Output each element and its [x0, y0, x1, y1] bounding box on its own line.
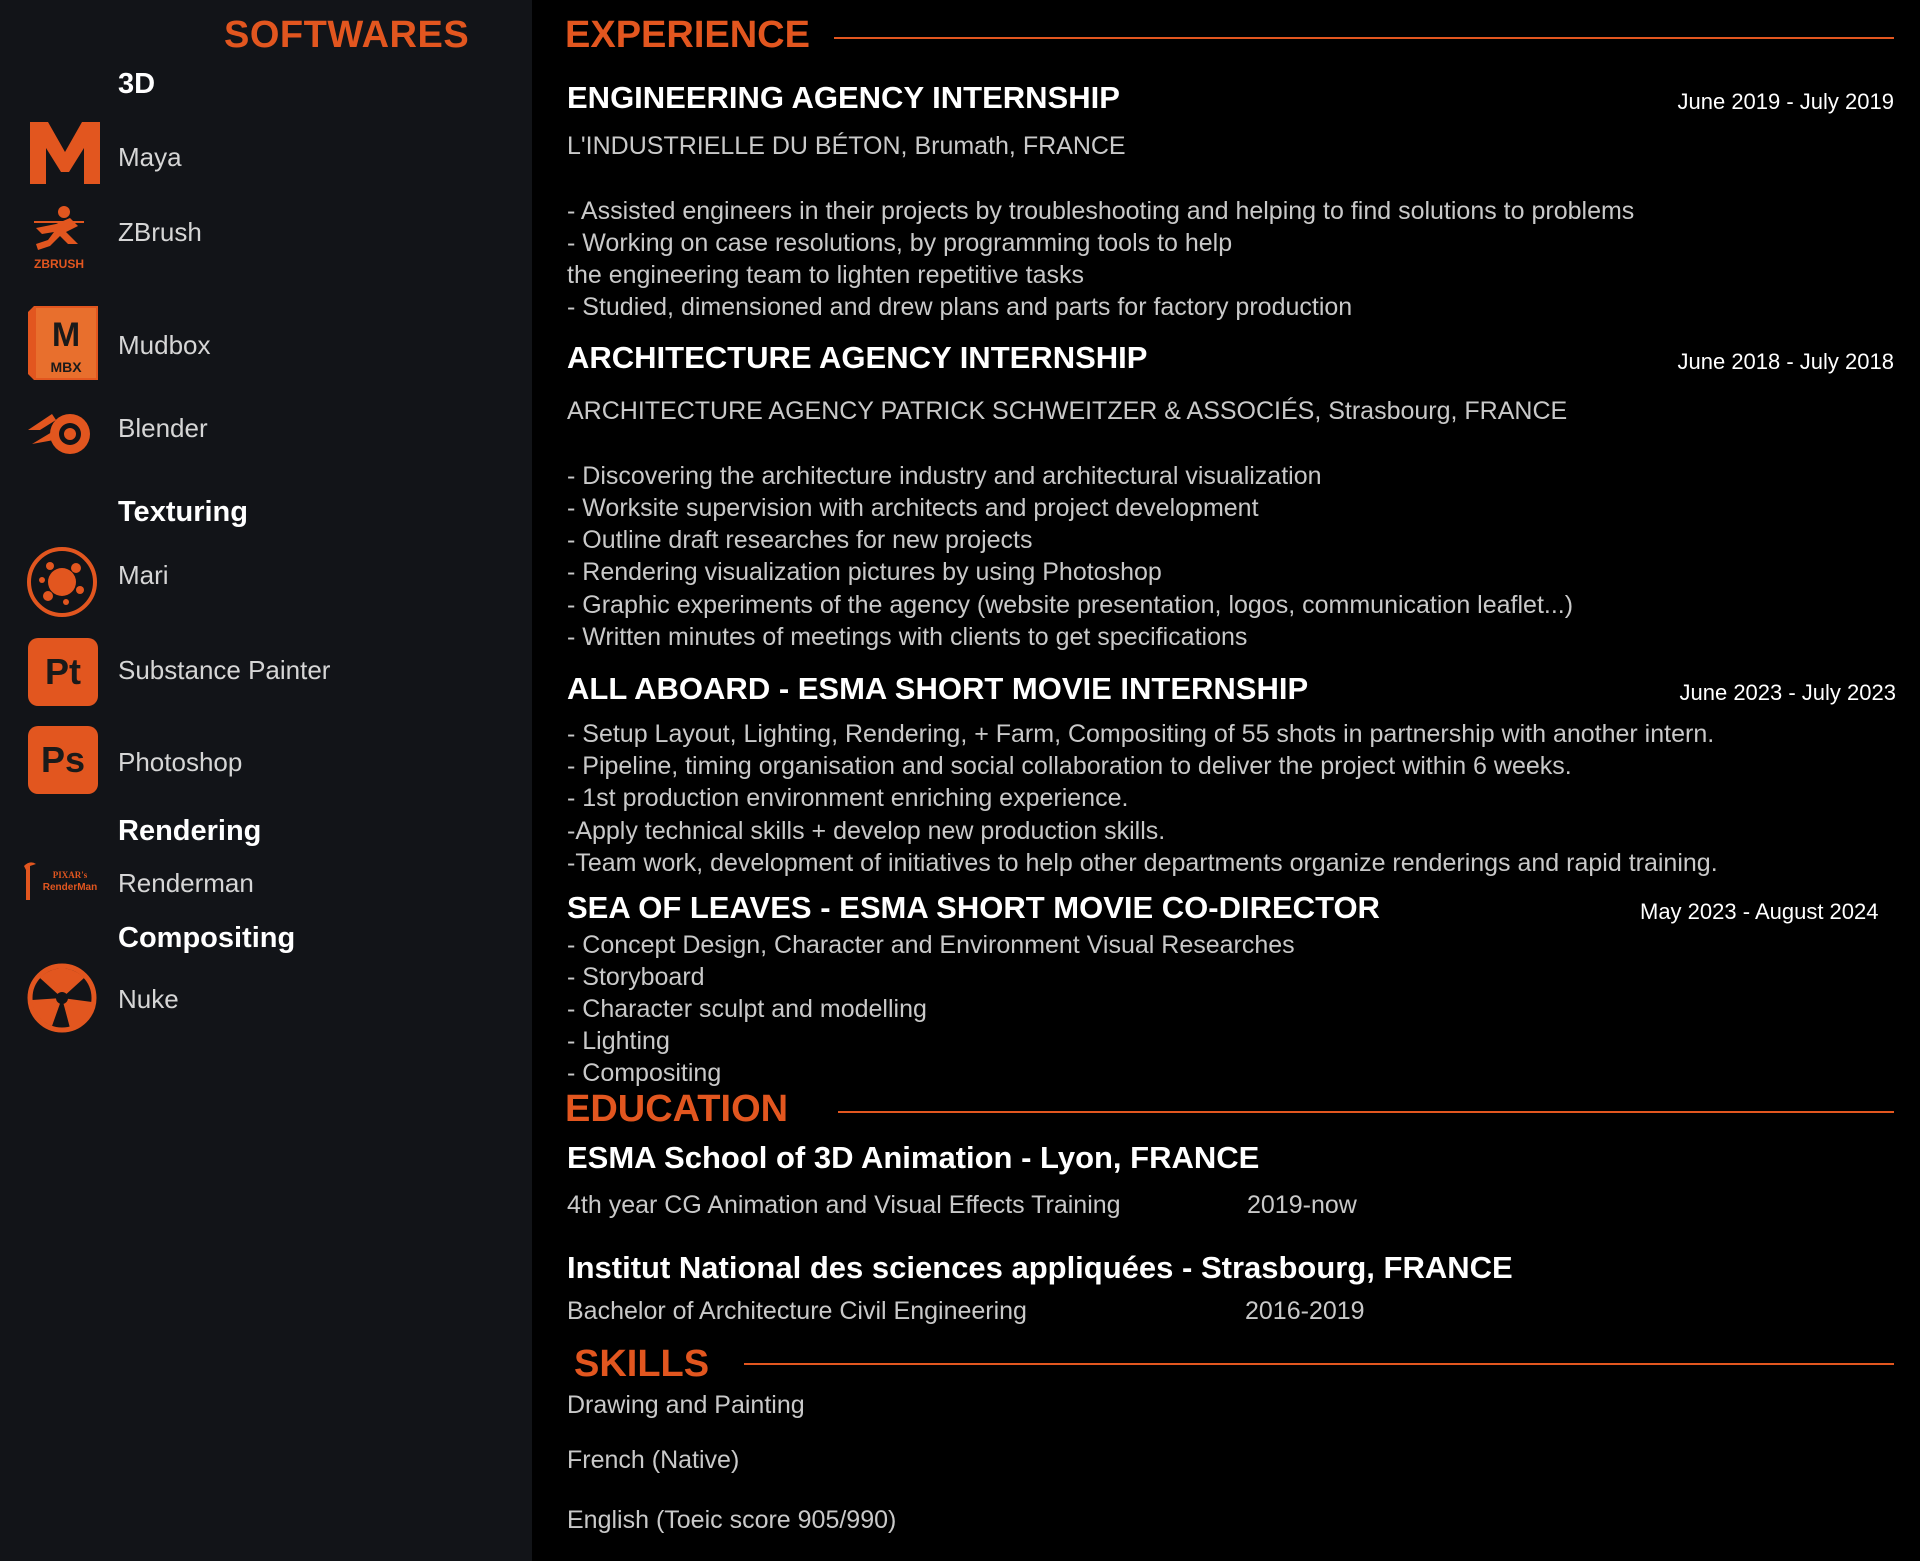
education-title: EDUCATION: [565, 1088, 789, 1130]
job-bullet: - Written minutes of meetings with clients to get specifications: [567, 623, 1248, 651]
software-photoshop: Photoshop: [118, 747, 243, 777]
job-bullet: -Apply technical skills + develop new production skills.: [567, 817, 1166, 845]
software-maya: Maya: [118, 142, 182, 172]
job-bullet: - Working on case resolutions, by programming tools to help: [567, 229, 1233, 257]
mari-icon: [26, 546, 98, 618]
job-title: ENGINEERING AGENCY INTERNSHIP: [567, 80, 1120, 115]
job-title: SEA OF LEAVES - ESMA SHORT MOVIE CO-DIRECTOR: [567, 890, 1380, 925]
skill-item: Drawing and Painting: [567, 1391, 805, 1419]
software-blender: Blender: [118, 413, 208, 443]
software-renderman: Renderman: [118, 868, 254, 898]
zbrush-icon: [26, 200, 92, 272]
blender-icon: [26, 404, 100, 458]
svg-text:M: M: [51, 316, 81, 354]
maya-icon: [28, 118, 102, 188]
job-bullet: - Setup Layout, Lighting, Rendering, + Farm, Compositing of 55 shots in partnership with another intern.: [567, 720, 1715, 748]
job-org: L'INDUSTRIELLE DU BÉTON, Brumath, FRANCE: [567, 132, 1126, 160]
job-bullet: - Pipeline, timing organisation and social collaboration to deliver the project within 6 weeks.: [567, 752, 1572, 780]
skill-item: English (Toeic score 905/990): [567, 1506, 897, 1534]
experience-divider: [834, 37, 1894, 39]
svg-text:PIXAR's: PIXAR's: [52, 870, 88, 880]
job-bullet: - Character sculpt and modelling: [567, 995, 927, 1023]
education-degree: 4th year CG Animation and Visual Effects Training: [567, 1191, 1121, 1219]
job-bullet: - Concept Design, Character and Environment Visual Researches: [567, 931, 1295, 959]
job-title: ARCHITECTURE AGENCY INTERNSHIP: [567, 340, 1148, 375]
software-zbrush: ZBrush: [118, 217, 202, 247]
education-school: ESMA School of 3D Animation - Lyon, FRANCE: [567, 1140, 1260, 1175]
skills-divider: [744, 1363, 1894, 1365]
experience-title: EXPERIENCE: [565, 14, 810, 56]
job-date: June 2023 - July 2023: [1679, 680, 1896, 705]
main-content: [532, 0, 1920, 1561]
job-bullet: - Compositing: [567, 1059, 722, 1087]
job-bullet: the engineering team to lighten repetitive tasks: [567, 261, 1084, 289]
software-mari: Mari: [118, 560, 169, 590]
job-date: June 2019 - July 2019: [1677, 89, 1894, 114]
svg-text:ZBRUSH: ZBRUSH: [34, 257, 84, 271]
job-bullet: - Rendering visualization pictures by using Photoshop: [567, 558, 1162, 586]
svg-text:Ps: Ps: [40, 739, 86, 780]
education-years: 2016-2019: [1245, 1297, 1365, 1325]
job-date: May 2023 - August 2024: [1640, 899, 1879, 924]
softwares-title: SOFTWARES: [224, 14, 470, 56]
svg-text:Pt: Pt: [45, 651, 81, 692]
substance-painter-icon: [28, 638, 98, 706]
sidebar: [0, 0, 532, 1561]
renderman-icon: [20, 858, 106, 904]
software-mudbox: Mudbox: [118, 330, 211, 360]
job-bullet: - Assisted engineers in their projects by troubleshooting and helping to find solutions to problems: [567, 197, 1635, 225]
svg-text:MBX: MBX: [50, 359, 82, 375]
job-bullet: - Storyboard: [567, 963, 705, 991]
software-nuke: Nuke: [118, 984, 179, 1014]
photoshop-icon: [28, 726, 98, 794]
job-bullet: - Graphic experiments of the agency (website presentation, logos, communication leaflet...): [567, 591, 1574, 619]
mudbox-icon: [28, 306, 98, 380]
education-degree: Bachelor of Architecture Civil Engineering: [567, 1297, 1027, 1325]
software-substance-painter: Substance Painter: [118, 655, 331, 685]
category-3d: 3D: [118, 68, 156, 100]
job-bullet: - 1st production environment enriching experience.: [567, 784, 1129, 812]
job-bullet: - Studied, dimensioned and drew plans and parts for factory production: [567, 293, 1353, 321]
category-texturing: Texturing: [118, 496, 248, 528]
job-org: ARCHITECTURE AGENCY PATRICK SCHWEITZER & ASSOCIÉS, Strasbourg, FRANCE: [567, 397, 1568, 425]
job-bullet: - Lighting: [567, 1027, 670, 1055]
svg-text:RenderMan: RenderMan: [42, 882, 98, 893]
category-rendering: Rendering: [118, 815, 262, 847]
job-bullet: - Discovering the architecture industry and architectural visualization: [567, 462, 1322, 490]
category-compositing: Compositing: [118, 922, 296, 954]
education-divider: [838, 1111, 1894, 1113]
job-date: June 2018 - July 2018: [1677, 349, 1894, 374]
education-school: Institut National des sciences appliquées - Strasbourg, FRANCE: [567, 1250, 1513, 1285]
skill-item: French (Native): [567, 1446, 740, 1474]
skills-title: SKILLS: [574, 1343, 710, 1385]
job-bullet: - Worksite supervision with architects and project development: [567, 494, 1259, 522]
job-bullet: - Outline draft researches for new projects: [567, 526, 1033, 554]
job-bullet: -Team work, development of initiatives to help other departments organize renderings and rapid training.: [567, 849, 1718, 877]
job-title: ALL ABOARD - ESMA SHORT MOVIE INTERNSHIP: [567, 671, 1309, 706]
nuke-icon: [26, 962, 98, 1034]
education-years: 2019-now: [1247, 1191, 1357, 1219]
